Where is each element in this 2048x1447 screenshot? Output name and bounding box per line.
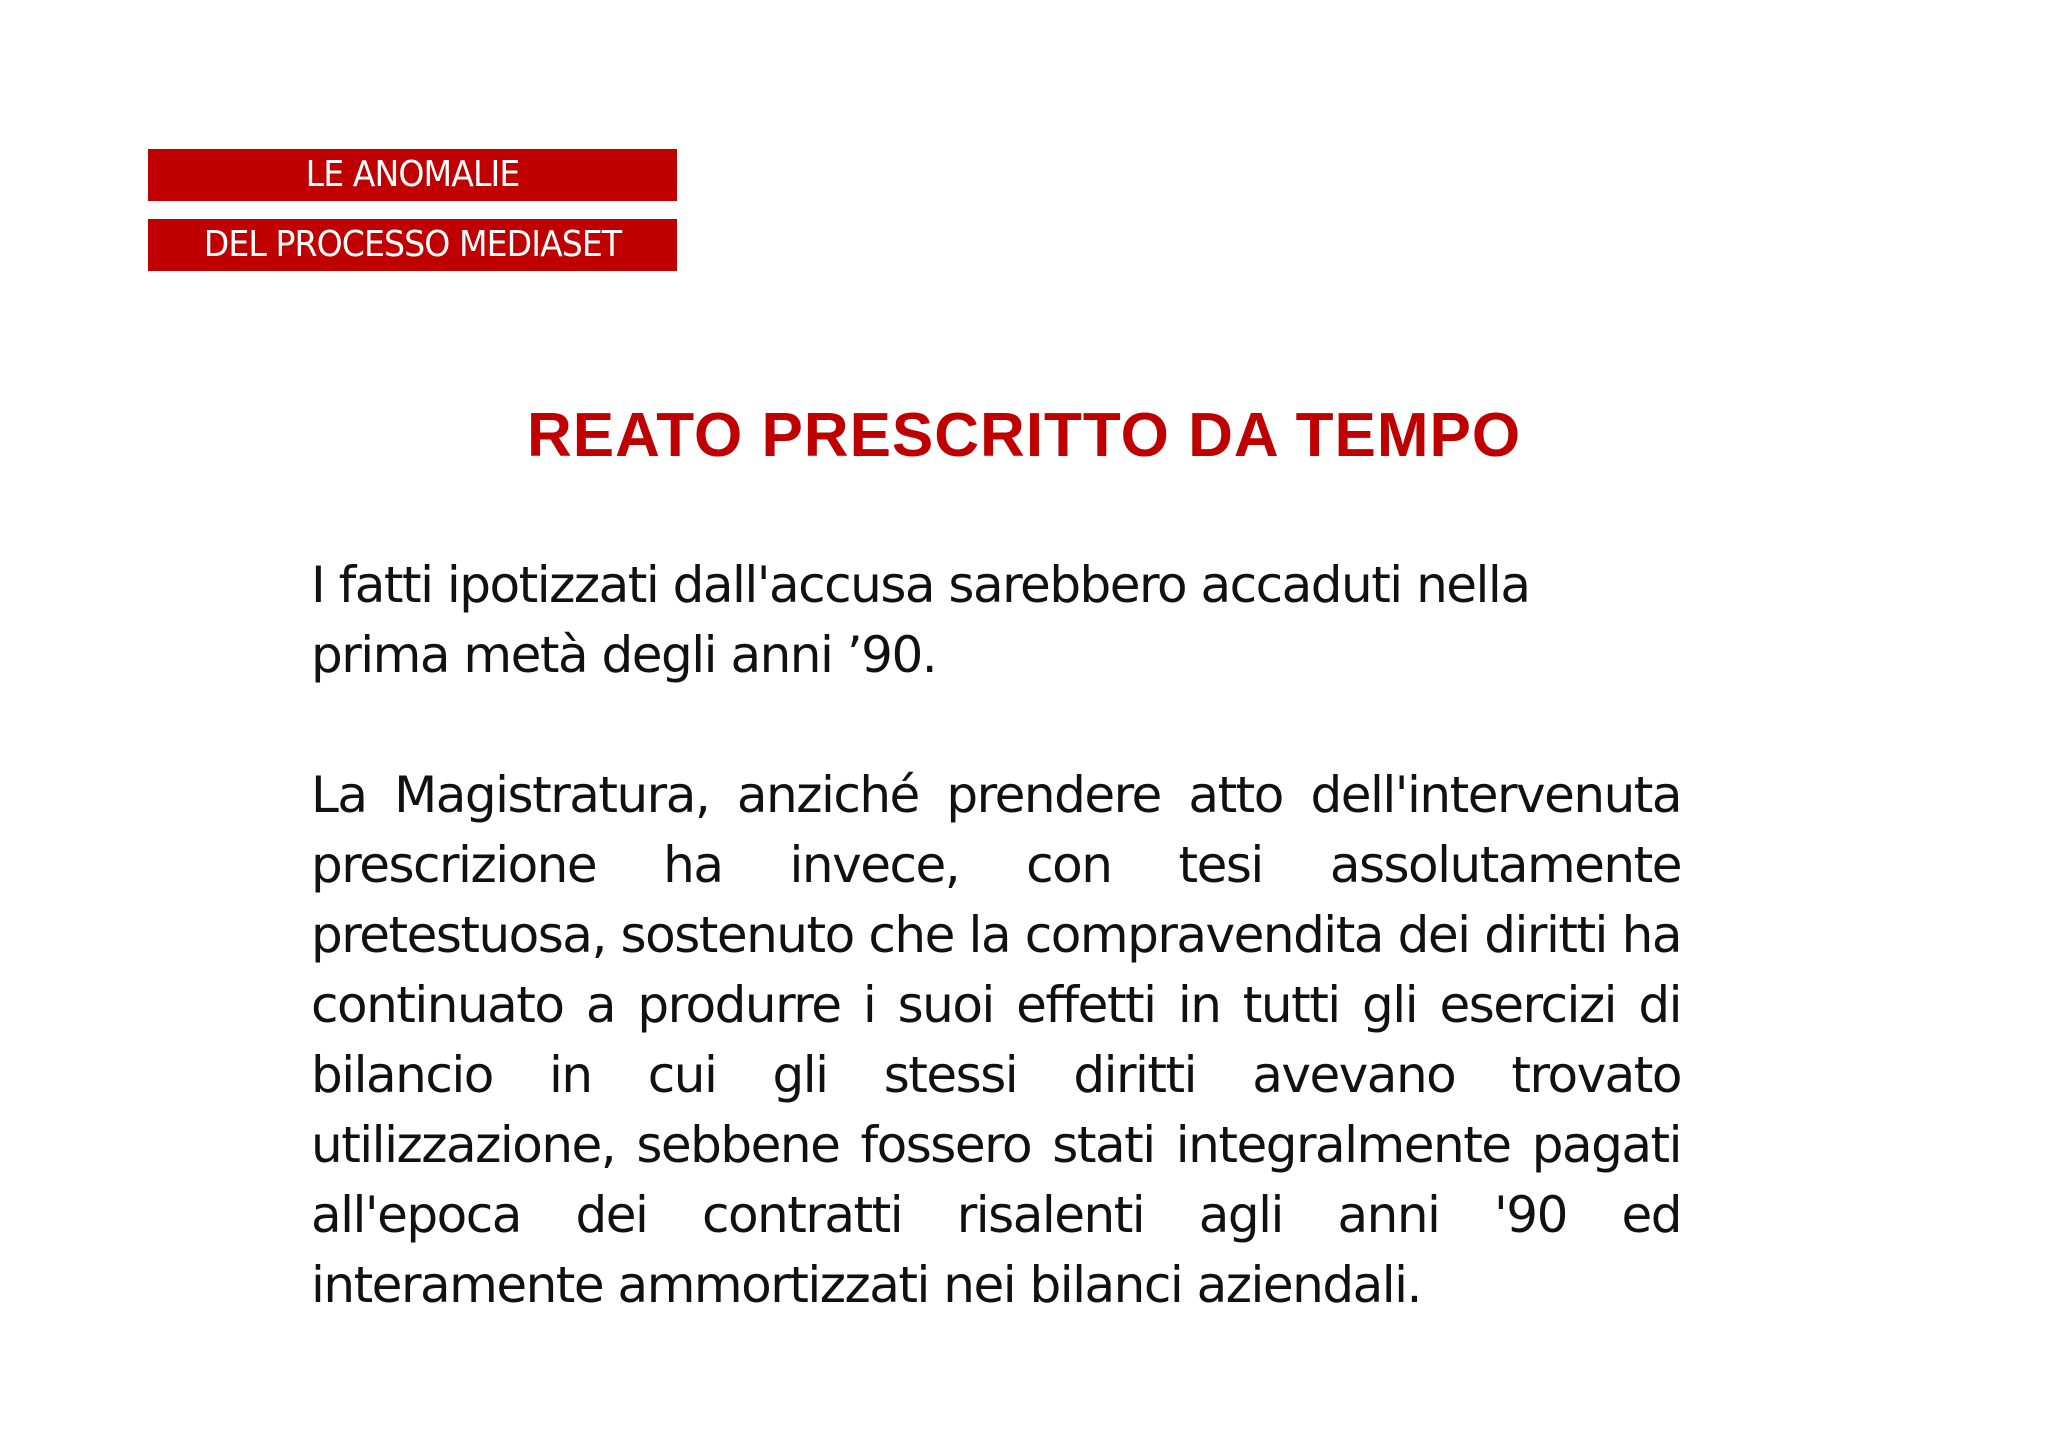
header-line1: LE ANOMALIE xyxy=(305,154,520,195)
body-paragraph-1: I fatti ipotizzati dall'accusa sarebbero accaduti nella prima metà degli anni ’90. xyxy=(311,556,1530,684)
header-line2: DEL PROCESSO MEDIASET xyxy=(203,224,622,265)
body-paragraph-2: La Magistratura, anziché prendere atto dell'intervenuta prescrizione ha invece, con tesi assolutamente pretestuosa, sostenuto che la compravendita dei diritti ha continuato a produrre i suoi effetti in tutti gli esercizi di bilancio in cui gli stessi diritti avevano trovato utilizzazione, sebbene fossero stati integralmente pagati all'epoca dei contratti risalenti agli anni '90 ed interamente ammortizzati nei bilanci aziendali. xyxy=(311,766,1681,1314)
page-title: REATO PRESCRITTO DA TEMPO xyxy=(526,401,1522,470)
header-label-bottom xyxy=(148,219,677,271)
header-label-top xyxy=(148,149,677,201)
